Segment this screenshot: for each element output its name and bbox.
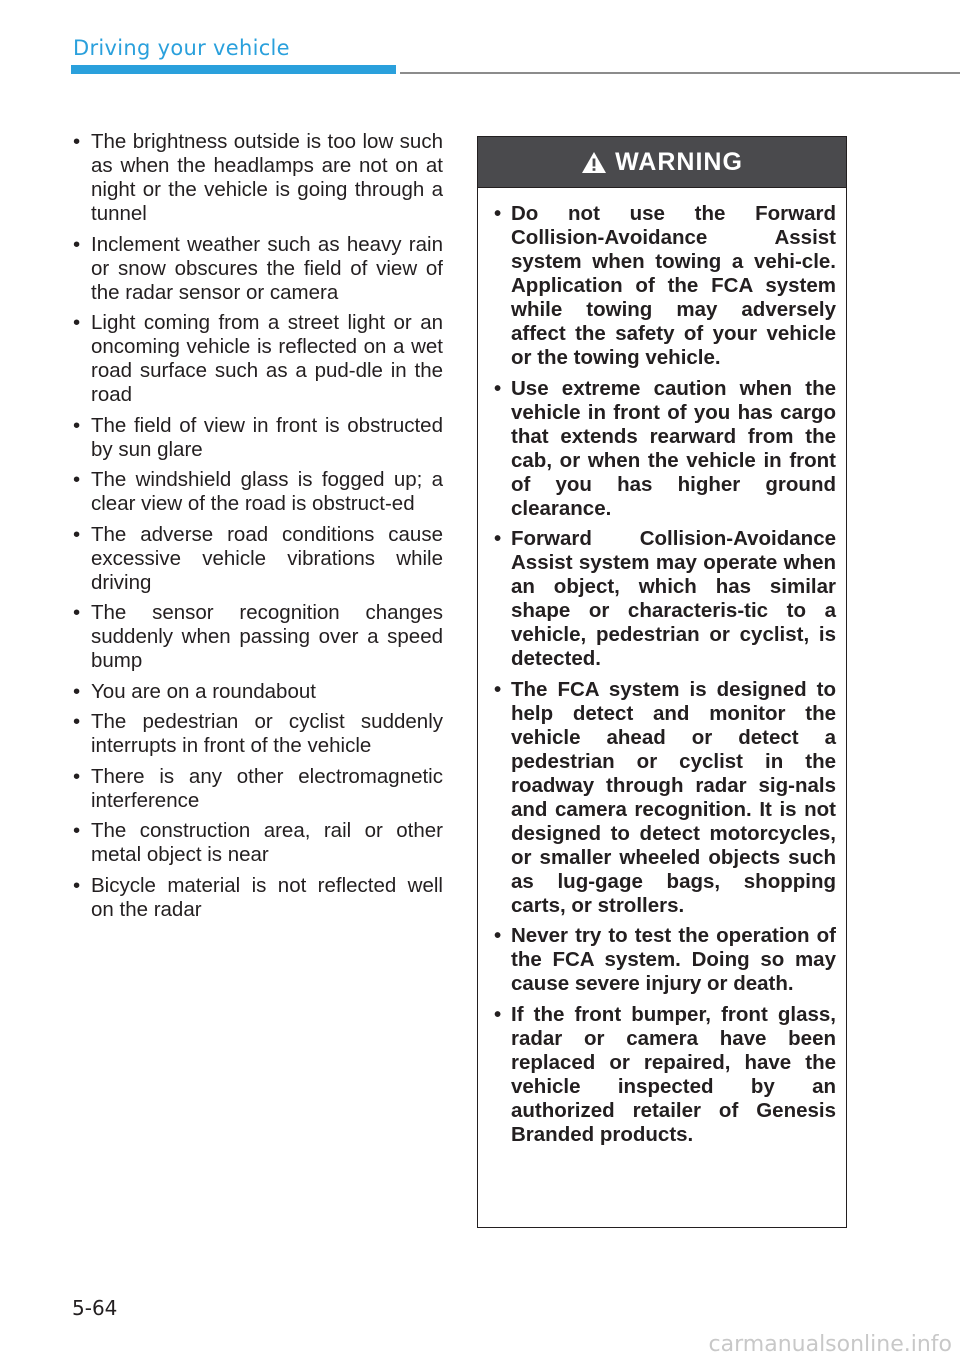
warning-triangle-icon (581, 151, 607, 174)
warning-item: • Use extreme caution when the vehicle in front of you has cargo that extends rearward from the cab, or when the vehicle in front of you has higher ground clearance. (494, 377, 836, 521)
section-title: Driving your vehicle (73, 36, 290, 60)
warning-item: • The FCA system is designed to help detect and monitor the vehicle ahead or detect a pedestrian or cyclist in the roadway through radar sig-nals and camera recognition. It is not designed to detect motorcycles, or smaller wheeled objects such as lug-gage bags, shopping carts, or strollers. (494, 678, 836, 918)
list-item: • The construction area, rail or other metal object is near (73, 819, 443, 867)
list-item: • Inclement weather such as heavy rain or snow obscures the field of view of the radar sensor or camera (73, 233, 443, 305)
warning-item: • Do not use the Forward Collision-Avoidance Assist system when towing a vehi-cle. Application of the FCA system while towing may adversely affect the safety of your vehicle or the towing vehicle. (494, 202, 836, 370)
list-item: • You are on a roundabout (73, 680, 443, 704)
list-item: • There is any other electromagnetic interference (73, 765, 443, 813)
list-item: • The pedestrian or cyclist suddenly interrupts in front of the vehicle (73, 710, 443, 758)
warning-item: • Never try to test the operation of the FCA system. Doing so may cause severe injury or death. (494, 924, 836, 996)
warning-list (478, 188, 846, 1147)
conditions-list (73, 130, 443, 928)
list-item: • The adverse road conditions cause excessive vehicle vibrations while driving (73, 523, 443, 595)
list-item: • The windshield glass is fogged up; a clear view of the road is obstruct-ed (73, 468, 443, 516)
list-item: • Bicycle material is not reflected well on the radar (73, 874, 443, 922)
warning-box (477, 136, 847, 1228)
list-item: • The field of view in front is obstructed by sun glare (73, 414, 443, 462)
watermark: carmanualsonline.info (708, 1332, 952, 1357)
list-item: • Light coming from a street light or an oncoming vehicle is reflected on a wet road surface such as a pud-dle in the road (73, 311, 443, 407)
page-number: 5-64 (72, 1296, 118, 1320)
list-item: • The sensor recognition changes suddenly when passing over a speed bump (73, 601, 443, 673)
warning-title: WARNING (615, 147, 743, 176)
header-divider-rule (400, 72, 960, 74)
warning-item: • Forward Collision-Avoidance Assist system may operate when an object, which has similar shape or characteris-tic to a vehicle, pedestrian or cyclist, is detected. (494, 527, 836, 671)
warning-item: • If the front bumper, front glass, radar or camera have been replaced or repaired, have the vehicle inspected by an authorized retailer of Genesis Branded products. (494, 1003, 836, 1147)
list-item: • The brightness outside is too low such as when the headlamps are not on at night or the vehicle is going through a tunnel (73, 130, 443, 226)
header-accent-rule (71, 65, 396, 74)
warning-header (478, 137, 846, 188)
